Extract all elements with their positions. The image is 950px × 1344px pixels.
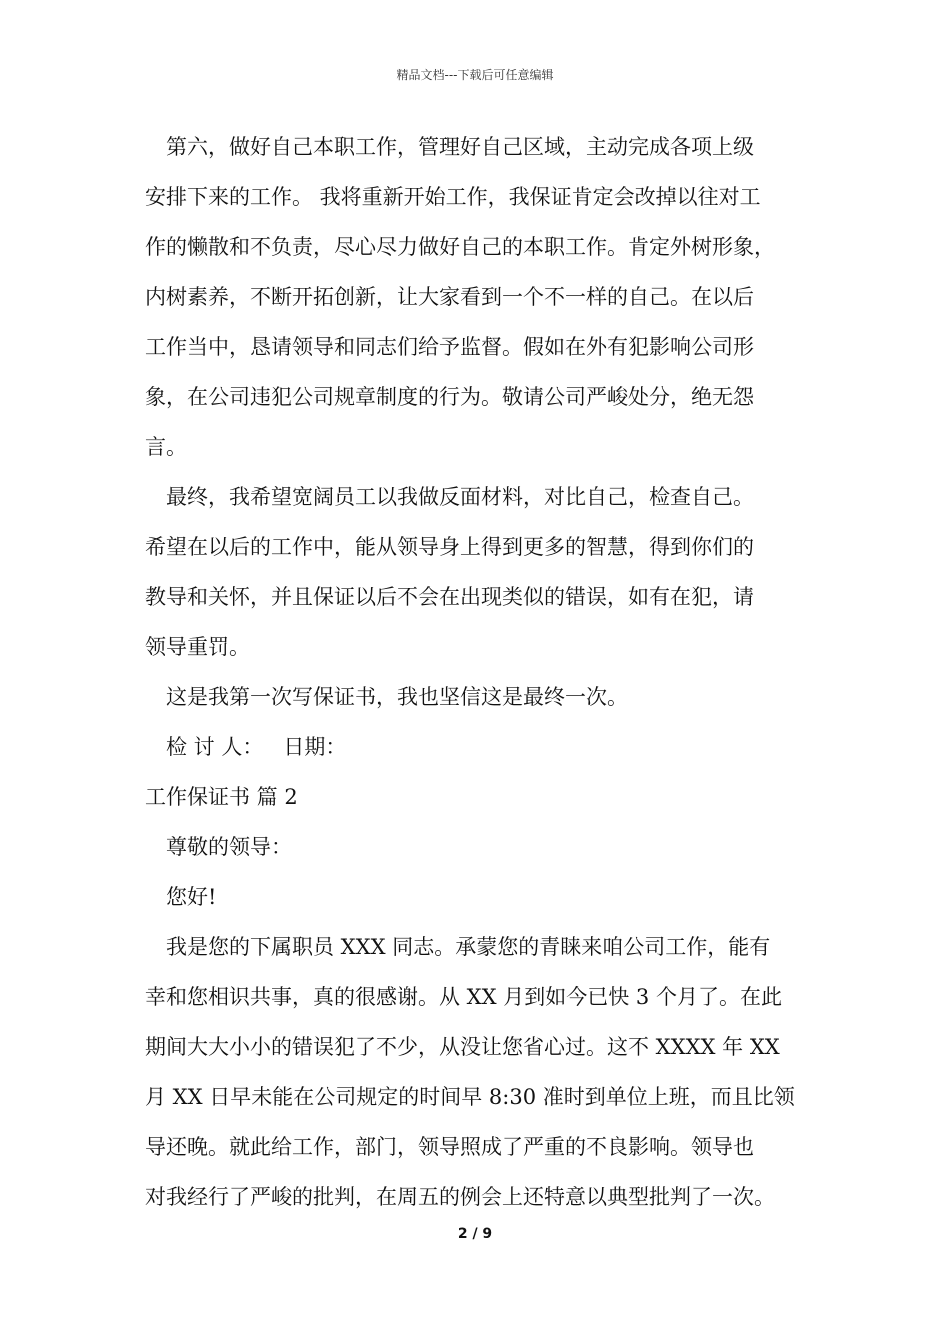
text-line: 第六，做好自己本职工作，管理好自己区域，主动完成各项上级: [166, 135, 754, 159]
text-line: 导还晚。就此给工作，部门，领导照成了严重的不良影响。领导也: [145, 1135, 754, 1159]
text-line: 月 XX 日早未能在公司规定的时间早 8:30 准时到单位上班，而且比领: [145, 1085, 795, 1109]
page-number: 2 / 9: [457, 1226, 493, 1242]
document-body: [145, 122, 825, 1222]
text-line: 工作当中，恳请领导和同志们给予监督。假如在外有犯影响公司形: [145, 335, 754, 359]
text-line: 内树素养，不断开拓创新，让大家看到一个不一样的自己。在以后: [145, 285, 754, 309]
text-line: 象，在公司违犯公司规章制度的行为。敬请公司严峻处分，绝无怨: [145, 385, 754, 409]
section-title: 工作保证书 篇 2: [145, 785, 298, 809]
text-line: 这是我第一次写保证书，我也坚信这是最终一次。: [166, 685, 628, 709]
text-line: 安排下来的工作。 我将重新开始工作，我保证肯定会改掉以往对工: [145, 185, 761, 209]
text-line: 希望在以后的工作中，能从领导身上得到更多的智慧，得到你们的: [145, 535, 754, 559]
text-line: 期间大大小小的错误犯了不少，从没让您省心过。这不 XXXX 年 XX: [145, 1035, 780, 1059]
text-line: 作的懒散和不负责，尽心尽力做好自己的本职工作。肯定外树形象，: [145, 235, 775, 259]
text-line: 言。: [145, 435, 187, 459]
greeting: 您好!: [166, 885, 217, 909]
text-line: 领导重罚。: [145, 635, 250, 659]
text-line: 对我经行了严峻的批判，在周五的例会上还特意以典型批判了一次。: [145, 1185, 775, 1209]
text-line: 最终，我希望宽阔员工以我做反面材料，对比自己，检查自己。: [166, 485, 754, 509]
page-header: 精品文档---下载后可任意编辑: [396, 68, 554, 82]
salutation: 尊敬的领导：: [166, 835, 292, 859]
text-line: 教导和关怀，并且保证以后不会在出现类似的错误，如有在犯，请: [145, 585, 754, 609]
signature-line: 检 讨 人： 日期：: [166, 735, 347, 759]
text-line: 幸和您相识共事，真的很感谢。从 XX 月到如今已快 3 个月了。在此: [145, 985, 782, 1009]
text-line: 我是您的下属职员 XXX 同志。承蒙您的青睐来咱公司工作，能有: [166, 935, 771, 959]
